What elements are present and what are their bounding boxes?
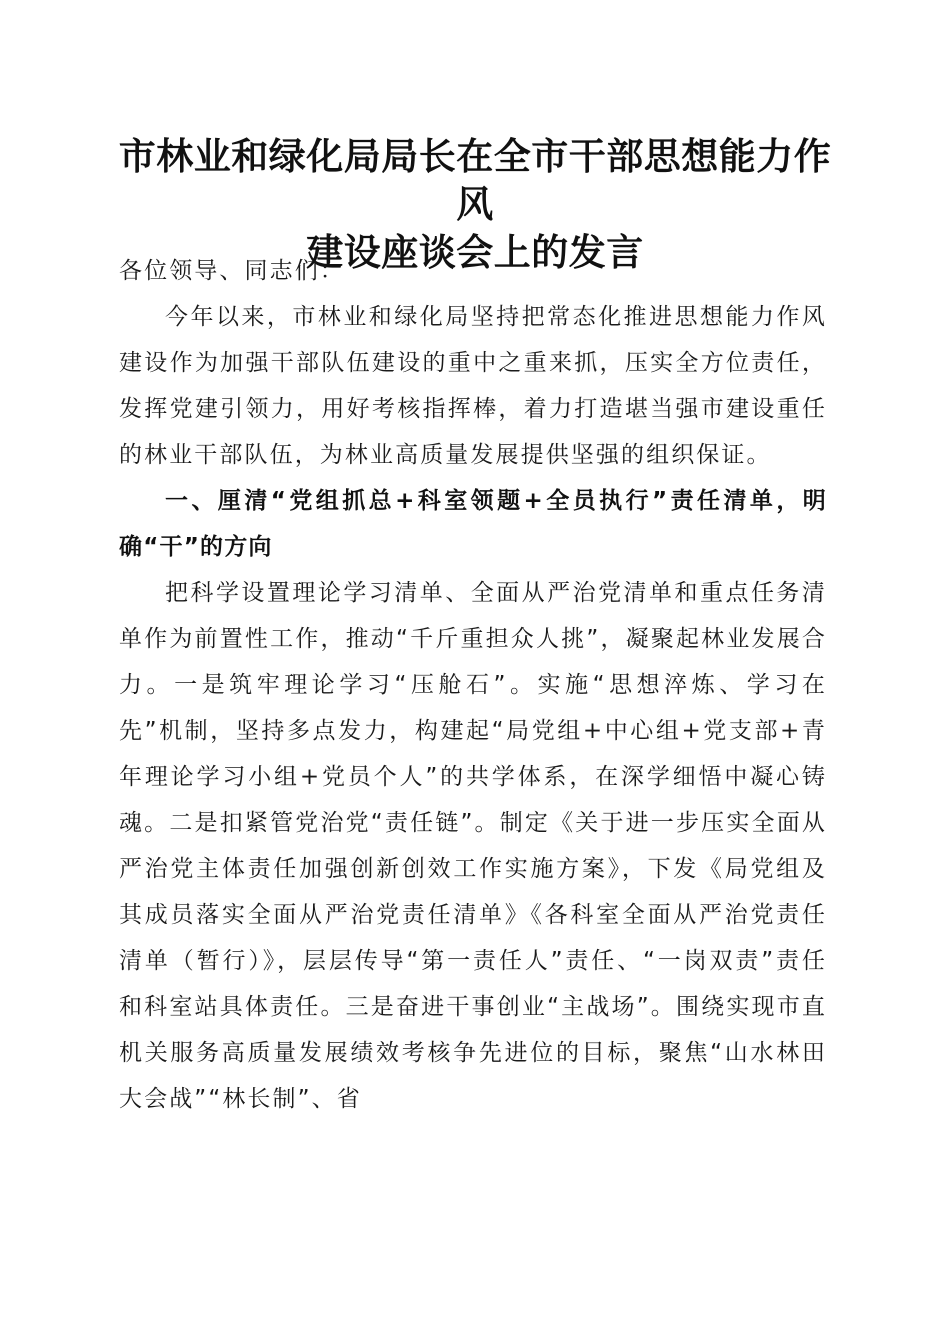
title-line-2: 建设座谈会上的发言 — [306, 230, 644, 274]
salutation: 各位领导、同志们： — [119, 258, 345, 284]
intro-paragraph: 今年以来，市林业和绿化局坚持把常态化推进思想能力作风建设作为加强干部队伍建设的重中之重来抓，压实全方位责任，发挥党建引领力，用好考核指挥棒，着力打造堪当强市建设重任的林业干部队伍，为林业高质量发展提供坚强的组织保证。 — [119, 304, 827, 468]
title-line-1: 市林业和绿化局局长在全市干部思想能力作风 — [118, 134, 832, 226]
document-body — [119, 248, 827, 1122]
section-1-paragraph: 把科学设置理论学习清单、全面从严治党清单和重点任务清单作为前置性工作，推动“千斤重担众人挑”，凝聚起林业发展合力。一是筑牢理论学习“压舱石”。实施“思想淬炼、学习在先”机制，坚持多点发力，构建起“局党组+中心组+党支部+青年理论学习小组+党员个人”的共学体系，在深学细悟中凝心铸魂。二是扣紧管党治党“责任链”。制定《关于进一步压实全面从严治党主体责任加强创新创效工作实施方案》，下发《局党组及其成员落实全面从严治党责任清单》《各科室全面从严治党责任清单（暂行）》，层层传导“第一责任人”责任、“一岗双责”责任和科室站具体责任。三是奋进干事创业“主战场”。围绕实现市直机关服务高质量发展绩效考核争先进位的目标，聚焦“山水林田大会战”“林长制”、省 — [119, 580, 827, 1112]
section-1-heading: 一、厘清“党组抓总+科室领题+全员执行”责任清单，明确“干”的方向 — [119, 488, 827, 560]
